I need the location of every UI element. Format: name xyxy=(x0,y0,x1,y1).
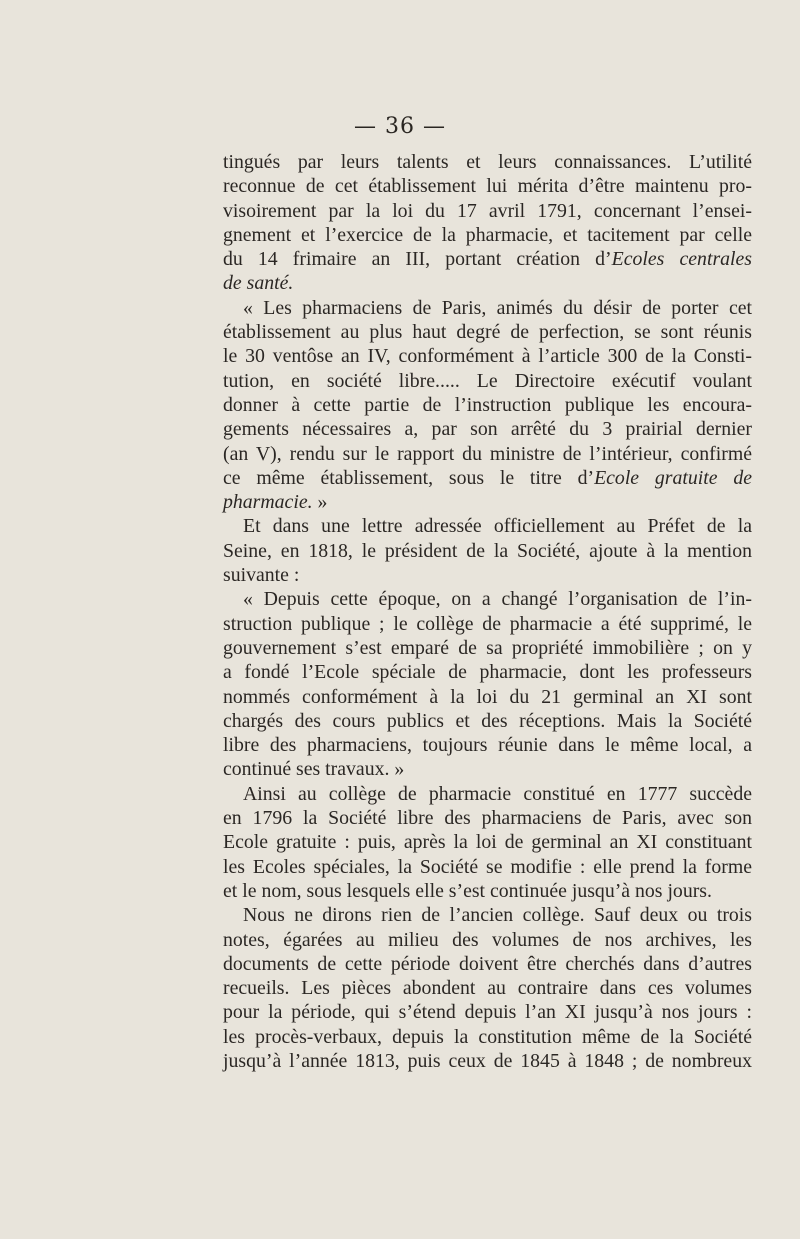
text-line xyxy=(223,636,752,660)
text-segment: chargés des cours publics et des réceptions. Mais la Société xyxy=(223,709,752,732)
page-number: — 36 — xyxy=(354,114,446,139)
italic-text: pharmacie. xyxy=(223,491,313,514)
text-line xyxy=(223,296,752,320)
text-segment: tingués par leurs talents et leurs connaissances. L’utilité xyxy=(223,151,752,173)
text-segment: les Ecoles spéciales, la Société se modifie : elle prend la forme xyxy=(223,855,752,878)
text-segment: Ecole gratuite : puis, après la loi de germinal an XI constituant xyxy=(223,831,752,854)
text-line xyxy=(223,1025,752,1049)
text-line xyxy=(223,976,752,1000)
text-segment: Seine, en 1818, le président de la Société, ajoute à la mention xyxy=(223,539,752,562)
text-line xyxy=(223,150,752,174)
text-line xyxy=(223,466,752,490)
text-segment: recueils. Les pièces abondent au contraire dans ces volumes xyxy=(223,977,752,1000)
text-line xyxy=(223,587,752,611)
text-segment: reconnue de cet établissement lui mérita d’être maintenu pro- xyxy=(223,175,752,198)
text-line xyxy=(223,174,752,198)
text-line xyxy=(223,660,752,684)
text-line xyxy=(223,514,752,538)
text-line xyxy=(223,757,752,781)
text-line xyxy=(223,928,752,952)
text-line xyxy=(223,709,752,733)
text-segment: « Depuis cette époque, on a changé l’organisation de l’in- xyxy=(243,588,752,611)
text-segment: et le nom, sous lesquels elle s’est continuée jusqu’à nos jours. xyxy=(223,879,712,902)
text-line xyxy=(223,417,752,441)
text-line xyxy=(223,199,752,223)
text-segment: nommés conformément à la loi du 21 germinal an XI sont xyxy=(223,685,752,708)
text-line xyxy=(223,563,752,587)
text-segment: visoirement par la loi du 17 avril 1791, concernant l’ensei- xyxy=(223,199,752,222)
text-segment: donner à cette partie de l’instruction publique les encoura- xyxy=(223,393,752,416)
italic-text: Ecoles centrales xyxy=(611,248,753,271)
text-segment: pour la période, qui s’étend depuis l’an XI jusqu’à nos jours : xyxy=(223,1001,752,1024)
text-segment: « Les pharmaciens de Paris, animés du désir de porter cet xyxy=(243,296,752,319)
text-line xyxy=(223,685,752,709)
text-line xyxy=(223,442,752,466)
text-segment: Nous ne dirons rien de l’ancien collège. Sauf deux ou trois xyxy=(243,904,752,927)
text-line xyxy=(223,1000,752,1024)
text-line xyxy=(223,1049,752,1073)
text-segment: continué ses travaux. » xyxy=(223,758,405,781)
text-segment: » xyxy=(312,491,328,514)
text-line xyxy=(223,733,752,757)
text-segment: (an V), rendu sur le rapport du ministre de l’intérieur, confirmé xyxy=(223,442,752,465)
text-line xyxy=(223,247,752,271)
text-line xyxy=(223,223,752,247)
text-line xyxy=(223,855,752,879)
italic-text: de santé. xyxy=(223,272,294,295)
text-segment: suivante : xyxy=(223,564,300,587)
text-segment: ce même établissement, sous le titre d’ xyxy=(223,466,595,489)
text-line xyxy=(223,271,752,295)
text-segment: tution, en société libre..... Le Directoire exécutif voulant xyxy=(223,369,752,392)
text-segment: en 1796 la Société libre des pharmaciens de Paris, avec son xyxy=(223,807,752,830)
text-segment: le 30 ventôse an IV, conformément à l’article 300 de la Consti- xyxy=(223,345,752,368)
text-line xyxy=(223,393,752,417)
text-segment: gements nécessaires a, par son arrêté du 3 prairial dernier xyxy=(223,418,752,441)
text-line xyxy=(223,806,752,830)
text-segment: du 14 frimaire an III, portant création d’ xyxy=(223,248,612,271)
text-segment: documents de cette période doivent être cherchés dans d’autres xyxy=(223,952,752,975)
text-segment: Et dans une lettre adressée officiellement au Préfet de la xyxy=(243,515,752,538)
text-line xyxy=(223,612,752,636)
text-segment: a fondé l’Ecole spéciale de pharmacie, dont les professeurs xyxy=(223,661,752,684)
text-segment: Ainsi au collège de pharmacie constitué en 1777 succède xyxy=(243,782,752,805)
text-line xyxy=(223,782,752,806)
text-line xyxy=(223,344,752,368)
text-segment: gnement et l’exercice de la pharmacie, et tacitement par celle xyxy=(223,223,752,246)
text-line xyxy=(223,320,752,344)
text-segment: gouvernement s’est emparé de sa propriété immobilière ; on y xyxy=(223,636,752,659)
text-segment: libre des pharmaciens, toujours réunie dans le même local, a xyxy=(223,734,752,757)
text-line xyxy=(223,539,752,563)
italic-text: Ecole gratuite de xyxy=(594,466,752,489)
text-line xyxy=(223,490,752,514)
text-segment: les procès-verbaux, depuis la constitution même de la Société xyxy=(223,1025,752,1048)
text-line xyxy=(223,879,752,903)
text-segment: établissement au plus haut degré de perfection, se sont réunis xyxy=(223,321,752,344)
text-line xyxy=(223,903,752,927)
text-line xyxy=(223,952,752,976)
text-line xyxy=(223,369,752,393)
text-segment: jusqu’à l’année 1813, puis ceux de 1845 à 1848 ; de nombreux xyxy=(223,1049,752,1072)
text-line xyxy=(223,830,752,854)
text-segment: struction publique ; le collège de pharmacie a été supprimé, le xyxy=(223,612,752,635)
text-segment: notes, égarées au milieu des volumes de nos archives, les xyxy=(223,928,752,951)
body-text xyxy=(223,150,752,1073)
